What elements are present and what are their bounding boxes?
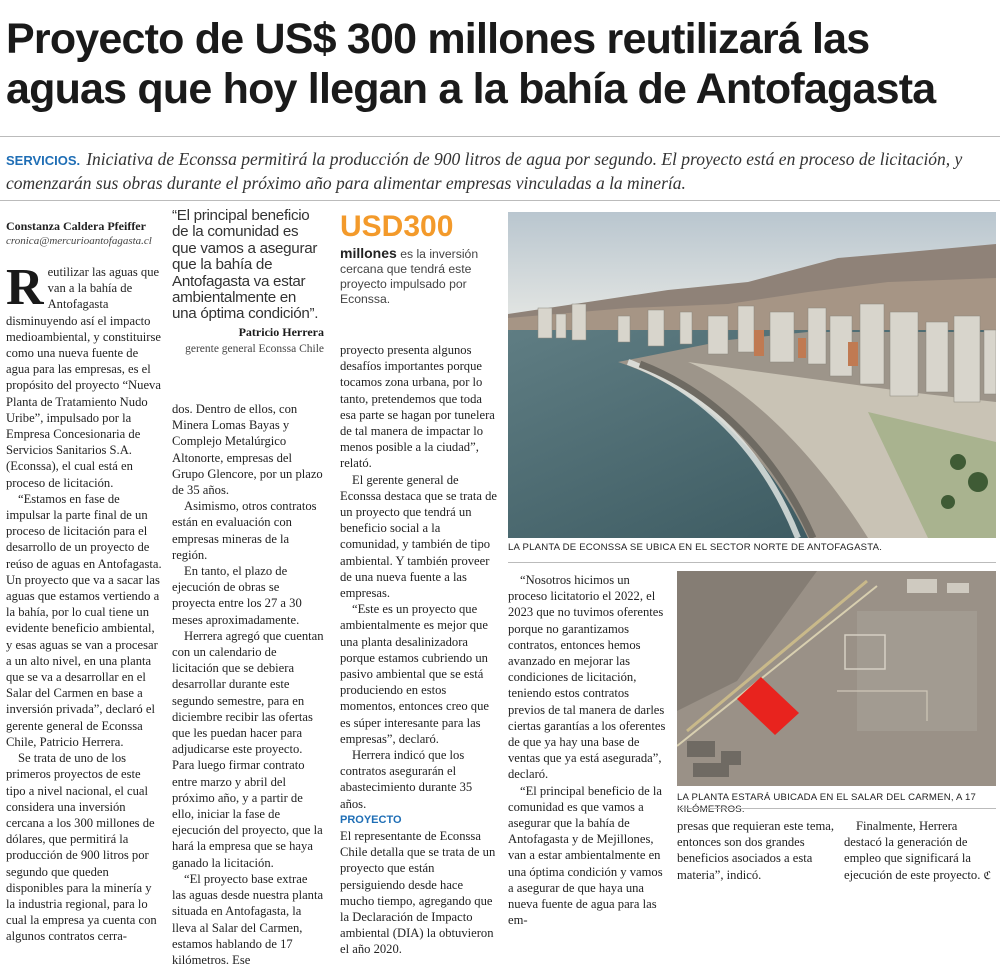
aerial-site-photo	[677, 571, 996, 786]
byline-email: cronica@mercurioantofagasta.cl	[6, 235, 152, 247]
column-6	[844, 818, 996, 884]
byline-name: Constanza Caldera Pfeiffer	[6, 219, 146, 233]
col1-paragraph: eutilizar las aguas que van a la bahía de Antofagasta disminuyendo así el impacto medioambiental, y constituirse como una nueva fuente de agua para las empresas, es el propósito del proyecto “Nueva Planta de Tratamiento Nudo Uribe”, impulsado por la Empresa Concesionaria de Servicios Sanitarios S.A. (Econssa), el cual está en proceso de licitación.	[6, 265, 161, 490]
col2-paragraph: Herrera agregó que cuentan con un calendario de licitación que se debiera desarrollar durante este segundo semestre, para en diciembre recibir las ofertas que les puedan hacer para adjudicarse este proyecto. Para luego firmar contrato entre marzo y abril del próximo año, y a partir de ello, iniciar la fase de ejecución del proyecto, que la hará la empresa que se haya ganado la licitación.	[172, 628, 324, 870]
dropcap: R	[6, 259, 44, 316]
pull-quote-role: gerente general Econssa Chile	[185, 343, 324, 355]
headline	[6, 14, 996, 114]
section-kicker: SERVICIOS.	[6, 153, 81, 168]
col2-paragraph: dos. Dentro de ellos, con Minera Lomas Bayas y Complejo Metalúrgico Altonorte, empresas del Grupo Glencore, por un plazo de 35 años.	[172, 402, 323, 498]
column-5	[677, 818, 835, 883]
headline-divider	[0, 136, 1000, 137]
col5-paragraph: presas que requieran este tema, entonces son dos grandes beneficios asociados a esta materia”, indicó.	[677, 819, 834, 882]
col2-paragraph: En tanto, el plazo de ejecución de obras se proyecta entre los 27 a 30 meses aproximadamente.	[172, 564, 302, 627]
fact-amount: USD300	[340, 210, 454, 243]
col2-paragraph: Asimismo, otros contratos están en evaluación con empresas mineras de la región.	[172, 499, 317, 562]
col1-paragraph: “Estamos en fase de impulsar la parte final de un proceso de licitación para el desarrollo de un proyecto de reúso de aguas en Antofagasta. Un proyecto que va a sacar las aguas que estamos vertiendo a la bahía, por lo cual tiene un evidente beneficio ambiental, y esas aguas se van a procesar a un alto nivel, en una planta que se va a desarrollar en el Salar del Carmen en base a inversión privada”, declaró el gerente general de Econssa Chile, Patricio Herrera.	[6, 491, 162, 749]
col6-paragraph: Finalmente, Herrera destacó la generación de empleo que significará la ejecución de este proyecto.	[844, 819, 981, 882]
fact-unit: millones	[340, 245, 397, 261]
col2-paragraph: “El proyecto base extrae las aguas desde nuestra planta situada en Antofagasta, la lleva al Salar del Carmen, estamos hablando de 17 kilómetros. Ese	[172, 871, 324, 967]
lede	[6, 148, 996, 194]
col1-paragraph: Se trata de uno de los primeros proyectos de este tipo a nivel nacional, el cual considera una inversión cercana a los 300 millones de dólares, que permitirá la producción de 900 litros por segundo que queden disponibles para la minería y la industria regional, para lo cual la empresa ya cuenta con algunos contratos cerra-	[6, 751, 157, 944]
col4-paragraph: “Nosotros hicimos un proceso licitatorio el 2022, el 2023 que no tuvimos oferentes porque no garantizamos contratos, entonces hemos avanzado en mejorar las condiciones de licitación, teniendo estos contratos previos de tal manera de darles ciertas garantías a los oferentes de que ya hay una base de ventas que ya está asegurada”, declaró.	[508, 573, 666, 782]
headline-line-2: aguas que hoy llegan a la bahía de Antofagasta	[6, 65, 936, 113]
headline-line-1: Proyecto de US$ 300 millones reutilizará las	[6, 15, 870, 63]
column-3	[340, 342, 498, 958]
photo1-caption: LA PLANTA DE ECONSSA SE UBICA EN EL SECTOR NORTE DE ANTOFAGASTA.	[508, 542, 883, 553]
caption2-divider	[677, 808, 996, 809]
col3-paragraph: “Este es un proyecto que ambientalmente es mejor que una planta desalinizadora porque estamos cubriendo un pasivo ambiental que se está produciendo en estos momentos, entonces creo que es súper interesante para las empresas”, declaró.	[340, 602, 489, 746]
column-2	[172, 401, 324, 968]
end-mark: ℭ	[983, 869, 992, 882]
col3-paragraph: El representante de Econssa Chile detalla que se trata de un proyecto que están persiguiendo desde hace mucho tiempo, agregando que la Declaración de Impacto ambiental (DIA) la obtuvieron el año 2020.	[340, 828, 496, 957]
city-coastline-photo	[508, 212, 996, 538]
col3-paragraph: proyecto presenta algunos desafíos importantes porque tocamos zona urbana, por lo tanto, pretendemos que toda esa parte se hagan por tunelera de tal manera de impactar lo menos posible a la ciudad”, relató.	[340, 343, 495, 471]
fact-description	[340, 246, 500, 307]
pull-quote-author: Patricio Herrera	[238, 325, 324, 339]
pull-quote: “El principal beneficio de la comunidad es que vamos a asegurar que la bahía de Antofagasta va estar ambientalmente en una óptima condición”.	[172, 207, 319, 323]
lede-text: Iniciativa de Econssa permitirá la producción de 900 litros de agua por segundo. El proyecto está en proceso de licitación, y comenzarán sus obras durante el próximo año para alimentar empresas vinculadas a la minería.	[6, 149, 963, 193]
col3-paragraph: Herrera indicó que los contratos asegurarán el abastecimiento durante 35 años.	[340, 748, 473, 811]
col4-paragraph: “El principal beneficio de la comunidad es que vamos a asegurar que la bahía de Antofagasta y de Mejillones, van a estar ambientalmente en una óptima condición y vamos a asegurar de que haya una nueva fuente de agua para las em-	[508, 783, 663, 928]
section-subhead: PROYECTO	[340, 813, 402, 826]
fact-text: es la inversión cercana que tendrá este proyecto impulsado por Econssa.	[340, 247, 479, 306]
column-4	[508, 572, 666, 928]
fact-box	[340, 210, 500, 307]
photo2-caption: LA PLANTA ESTARÁ UBICADA EN EL SALAR DEL CARMEN, A 17 KILÓMETROS.	[677, 792, 977, 815]
lede-divider	[0, 200, 1000, 201]
caption-divider	[508, 562, 996, 563]
col3-paragraph: El gerente general de Econssa destaca que se trata de un proyecto que tendrá un beneficio social a la comunidad, y también de tipo ambiental. Y también proveer de una nueva fuente a las empresas.	[340, 472, 497, 601]
column-1	[6, 218, 162, 945]
